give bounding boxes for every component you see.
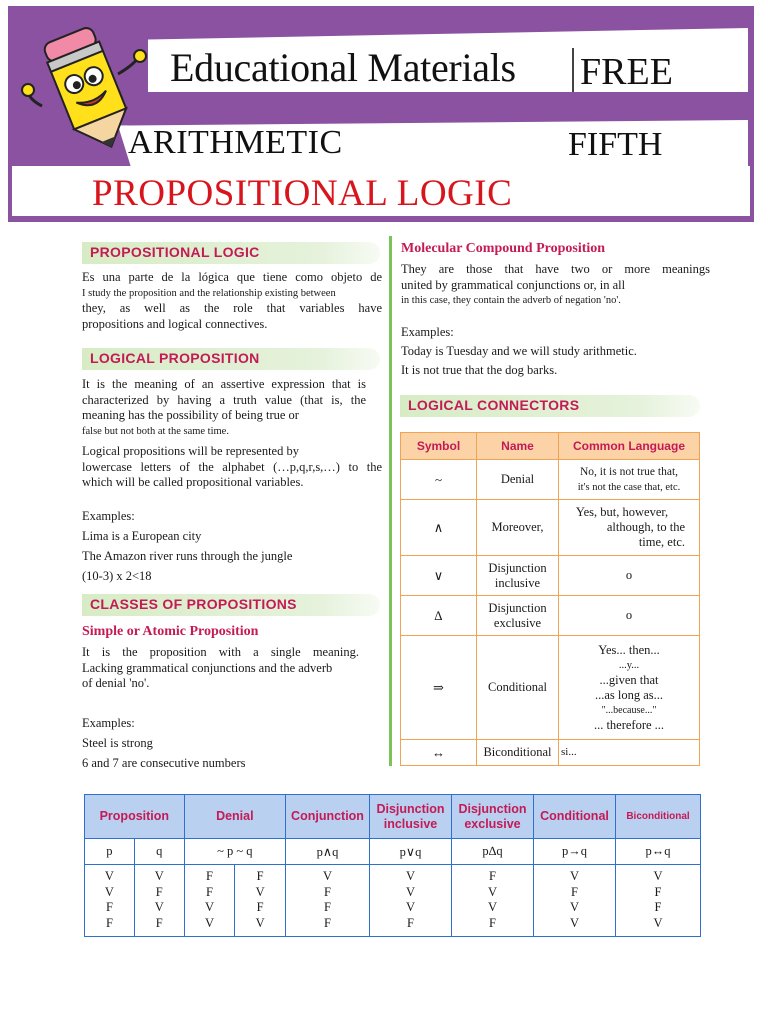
name-disjunction-exclusive: Disjunction exclusive	[477, 596, 559, 636]
values-disjunction-exclusive	[452, 865, 534, 937]
column-header-name: Name	[477, 433, 559, 460]
truth-value: F	[256, 869, 264, 883]
free-label: FREE	[580, 51, 673, 93]
truth-value: V	[405, 884, 416, 899]
operator-conditional: p→q	[534, 839, 616, 865]
symbol-disjunction-exclusive: ∆	[401, 596, 477, 636]
truth-value: F	[155, 884, 163, 899]
values-not-p	[184, 865, 235, 937]
example-item: Steel is strong	[82, 736, 153, 750]
text-line: united by grammatical conjunctions or, in all	[401, 277, 626, 292]
paragraph-logical-proposition-2	[82, 444, 382, 491]
table-row	[401, 556, 700, 596]
truth-value: V	[104, 884, 114, 899]
common-biconditional: si...	[559, 740, 700, 766]
text-line: they, as well as the role that variables have	[82, 301, 382, 315]
operator-p: p	[85, 839, 135, 865]
text-line: Yes, but, however,	[575, 505, 669, 519]
truth-value: V	[653, 915, 663, 930]
text-line: They are those that have two or more meanings	[401, 262, 710, 276]
values-conjunction	[286, 865, 370, 937]
text-line: lowercase letters of the alphabet (…p,q,r,s,…) to the	[82, 459, 382, 474]
example-item: (10-3) x 2<18	[82, 569, 152, 583]
truth-value: F	[654, 900, 662, 914]
truth-value: F	[155, 915, 163, 930]
truth-value: V	[569, 869, 580, 883]
truth-value: V	[405, 900, 416, 914]
truth-value: F	[206, 869, 213, 883]
truth-value: F	[105, 900, 113, 914]
example-item: Today is Tuesday and we will study arithmetic.	[401, 344, 637, 358]
operator-biconditional: p↔q	[616, 839, 701, 865]
truth-value: V	[255, 884, 265, 899]
truth-value: V	[104, 869, 114, 883]
values-not-q	[235, 865, 286, 937]
column-header-common: Common Language	[559, 433, 700, 460]
truth-table	[84, 794, 701, 937]
name-disjunction-inclusive: Disjunction inclusive	[477, 556, 559, 596]
header-conditional: Conditional	[534, 795, 616, 839]
section-heading-propositional-logic: PROPOSITIONAL LOGIC	[82, 242, 380, 264]
text-line: it's not the case that, etc.	[577, 481, 681, 493]
truth-value: V	[487, 884, 498, 899]
table-row	[401, 500, 700, 556]
truth-table-header-row	[85, 795, 701, 839]
truth-value: F	[324, 884, 331, 899]
symbol-disjunction-inclusive: ∨	[401, 556, 477, 596]
common-denial	[559, 460, 700, 500]
text-line: time, etc.	[638, 535, 685, 549]
example-item: It is not true that the dog barks.	[401, 363, 558, 377]
header-conjunction: Conjunction	[286, 795, 370, 839]
truth-value: V	[569, 915, 580, 930]
text-line: ... therefore ...	[593, 717, 665, 732]
subheading-simple-proposition: Simple or Atomic Proposition	[82, 624, 259, 639]
examples-simple-proposition	[82, 713, 245, 773]
common-conjunction	[559, 500, 700, 556]
text-line: No, it is not true that,	[579, 465, 679, 478]
values-p	[85, 865, 135, 937]
text-line: Logical propositions will be represented by	[82, 444, 299, 458]
text-line: meaning has the possibility of being true or	[82, 408, 299, 422]
truth-value: F	[324, 915, 331, 930]
examples-molecular-proposition	[401, 323, 637, 380]
truth-value: F	[324, 900, 331, 914]
text-line: I study the proposition and the relationship existing between	[82, 287, 336, 299]
name-conjunction: Moreover,	[477, 500, 559, 556]
operator-disjunction-inclusive: p∨q	[370, 839, 452, 865]
text-line: which will be called propositional variables.	[82, 475, 304, 489]
text-line: It is the proposition with a single meaning.	[82, 645, 359, 659]
paragraph-molecular-proposition	[401, 262, 710, 309]
truth-table-operator-row	[85, 839, 701, 865]
common-disjunction-exclusive: o	[559, 596, 700, 636]
heading-molecular-proposition: Molecular Compound Proposition	[401, 241, 606, 256]
name-conditional: Conditional	[477, 636, 559, 740]
text-line: characterized by having a truth value (that is, the	[82, 392, 366, 407]
truth-value: F	[407, 915, 414, 930]
logical-connectors-table	[400, 432, 700, 766]
section-heading-logical-connectors: LOGICAL CONNECTORS	[400, 395, 700, 417]
column-header-symbol: Symbol	[401, 433, 477, 460]
example-item: 6 and 7 are consecutive numbers	[82, 756, 246, 770]
section-heading-logical-proposition: LOGICAL PROPOSITION	[82, 348, 380, 370]
common-conditional	[559, 636, 700, 740]
text-line: false but not both at the same time.	[82, 425, 229, 437]
truth-value: V	[487, 900, 498, 914]
paragraph-logical-proposition	[82, 377, 366, 439]
paragraph-simple-proposition	[82, 645, 359, 692]
operator-q: q	[134, 839, 184, 865]
text-line: Es una parte de la lógica que tiene como objeto de	[82, 270, 382, 284]
truth-value: V	[653, 869, 663, 883]
truth-value: V	[154, 869, 164, 883]
example-item: The Amazon river runs through the jungle	[82, 549, 293, 563]
text-line: ...y...	[618, 659, 640, 671]
text-line: "...because..."	[601, 704, 657, 716]
truth-table-values-row	[85, 865, 701, 937]
truth-value: V	[204, 915, 214, 930]
text-line: of denial 'no'.	[82, 676, 150, 690]
truth-value: F	[571, 884, 578, 899]
table-row	[401, 596, 700, 636]
grade-label: FIFTH	[568, 126, 663, 163]
symbol-conjunction: ∧	[401, 500, 477, 556]
examples-label: Examples:	[82, 716, 135, 730]
text-line: Yes... then...	[598, 642, 660, 657]
values-conditional	[534, 865, 616, 937]
text-line: ...given that	[599, 672, 659, 687]
examples-logical-proposition	[82, 506, 292, 586]
column-divider	[389, 236, 392, 766]
examples-label: Examples:	[82, 509, 135, 523]
site-title: Educational Materials	[170, 45, 516, 90]
header-disjunction-exclusive: Disjunction exclusive	[452, 795, 534, 839]
values-disjunction-inclusive	[370, 865, 452, 937]
text-line: Lacking grammatical conjunctions and the adverb	[82, 660, 333, 675]
operator-disjunction-exclusive: p∆q	[452, 839, 534, 865]
truth-value: V	[255, 915, 265, 930]
name-biconditional: Biconditional	[477, 740, 559, 766]
values-biconditional	[616, 865, 701, 937]
truth-value: V	[322, 869, 333, 883]
text-line: although, to the	[606, 520, 685, 534]
symbol-biconditional: ↔	[401, 740, 477, 766]
symbol-conditional: ⇒	[401, 636, 477, 740]
text-line: in this case, they contain the adverb of negation 'no'.	[401, 295, 621, 306]
truth-value: F	[489, 869, 496, 883]
truth-value: F	[489, 915, 496, 930]
truth-value: F	[105, 915, 113, 930]
table-row	[401, 460, 700, 500]
text-line: propositions and logical connectives.	[82, 316, 268, 331]
truth-value: F	[256, 900, 264, 914]
paragraph-propositional-logic	[82, 270, 382, 332]
section-heading-classes: CLASSES OF PROPOSITIONS	[82, 594, 380, 616]
common-disjunction-inclusive: o	[559, 556, 700, 596]
values-q	[134, 865, 184, 937]
text-line: ...as long as...	[594, 687, 664, 702]
table-row	[401, 740, 700, 766]
truth-value: V	[154, 900, 164, 914]
header-proposition: Proposition	[85, 795, 185, 839]
truth-value: V	[204, 900, 214, 914]
operator-conjunction: p∧q	[286, 839, 370, 865]
truth-value: V	[405, 869, 416, 883]
header-denial: Denial	[184, 795, 285, 839]
table-row	[401, 636, 700, 740]
symbol-denial: ~	[401, 460, 477, 500]
text-line: It is the meaning of an assertive expression that is	[82, 377, 366, 391]
truth-value: F	[206, 884, 213, 899]
truth-value: V	[569, 900, 580, 914]
page-title: PROPOSITIONAL LOGIC	[92, 173, 513, 214]
header-biconditional: Biconditional	[616, 795, 701, 839]
example-item: Lima is a European city	[82, 529, 202, 543]
truth-value: F	[654, 884, 662, 899]
operator-denial: ~ p ~ q	[184, 839, 285, 865]
table-header-row	[401, 433, 700, 460]
header-disjunction-inclusive: Disjunction inclusive	[370, 795, 452, 839]
name-denial: Denial	[477, 460, 559, 500]
examples-label: Examples:	[401, 325, 454, 339]
subject-label: ARITHMETIC	[128, 124, 343, 161]
